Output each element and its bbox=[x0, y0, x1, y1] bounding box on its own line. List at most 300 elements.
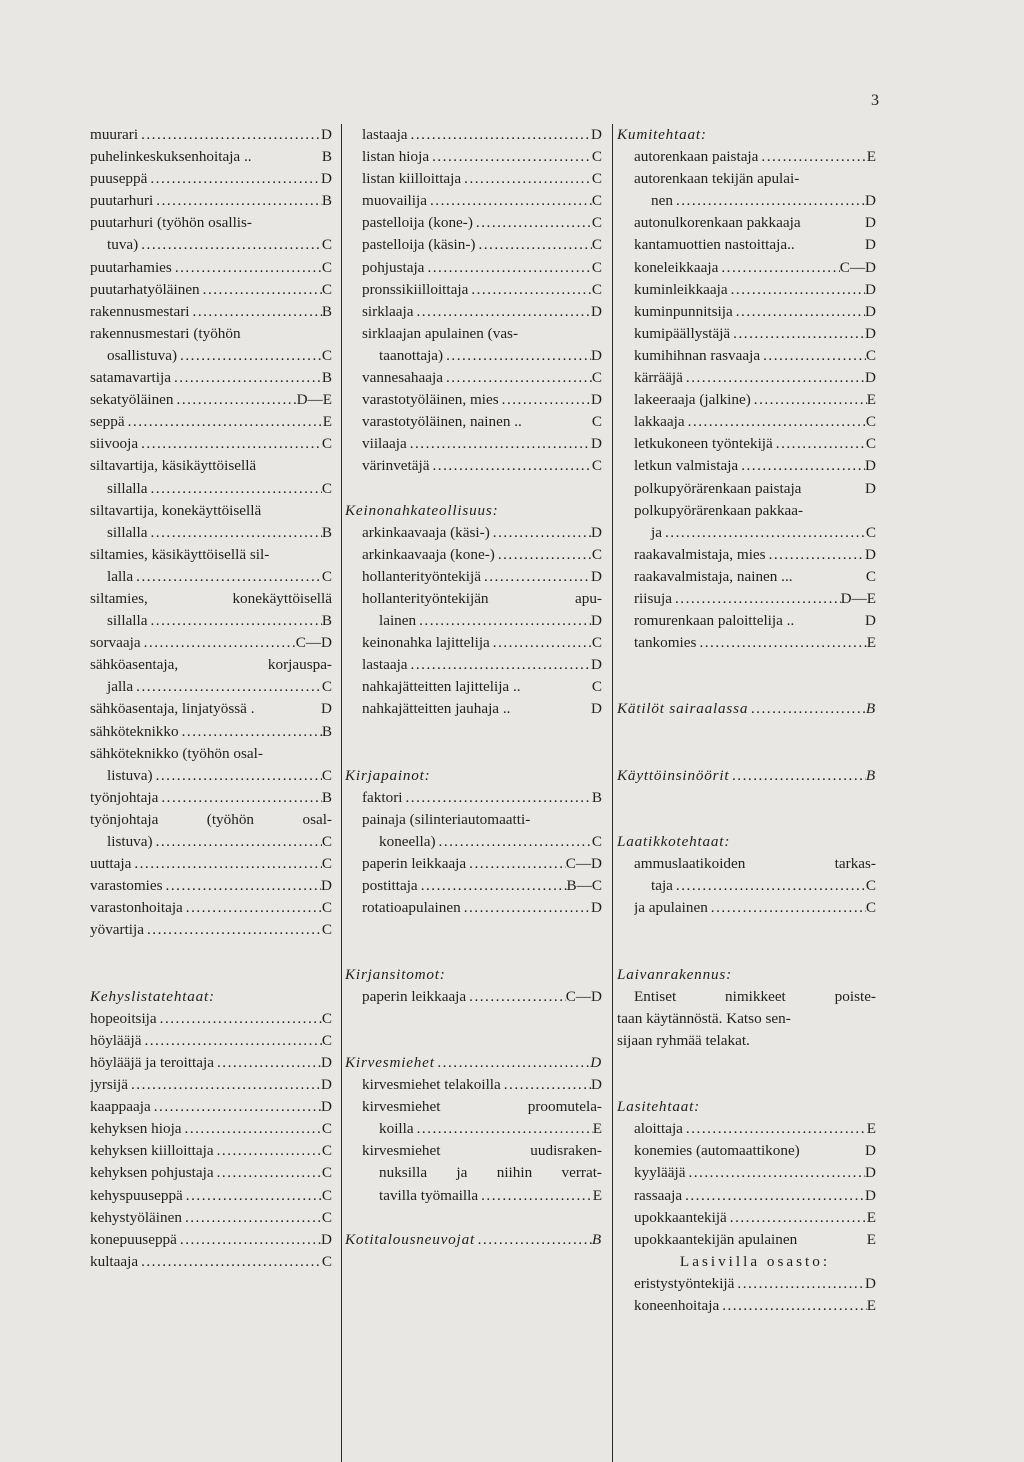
occupation-name: eristystyöntekijä bbox=[634, 1274, 735, 1292]
occupation-name: siivooja bbox=[90, 435, 139, 453]
occupation-name bbox=[362, 588, 602, 610]
list-item bbox=[362, 1074, 602, 1096]
pay-class-code: D bbox=[865, 1186, 876, 1204]
list-item bbox=[634, 1118, 876, 1140]
occupation-name: varastonhoitaja bbox=[90, 899, 183, 917]
occupation-name: romurenkaan paloittelija .. bbox=[634, 612, 795, 630]
word: niihin bbox=[496, 1164, 533, 1182]
occupation-name: kyylääjä bbox=[634, 1164, 686, 1182]
dot-leader bbox=[475, 234, 591, 256]
list-item bbox=[634, 234, 876, 256]
spacer bbox=[90, 964, 332, 986]
list-item bbox=[90, 1118, 332, 1140]
pay-class-code: D bbox=[590, 1053, 602, 1071]
list-item bbox=[634, 478, 876, 500]
list-item bbox=[362, 279, 602, 301]
leader-space bbox=[510, 698, 591, 720]
occupation-name: vannesahaaja bbox=[362, 369, 443, 387]
section-heading-text: Lasitehtaat: bbox=[617, 1098, 701, 1116]
pay-class-code: D bbox=[865, 545, 876, 563]
occupation-name: osallistuva) bbox=[107, 346, 178, 364]
leader-space bbox=[793, 566, 866, 588]
list-item bbox=[362, 257, 602, 279]
pay-class-code: D bbox=[865, 236, 876, 254]
occupation-name: listan kiilloittaja bbox=[362, 170, 462, 188]
pay-class-code: D bbox=[865, 302, 876, 320]
column-2 bbox=[345, 124, 602, 1251]
dot-leader bbox=[148, 522, 322, 544]
list-item bbox=[634, 1273, 876, 1295]
dot-leader bbox=[727, 1207, 867, 1229]
section-heading bbox=[345, 1229, 602, 1251]
pay-class-code: D—E bbox=[840, 589, 876, 607]
list-item bbox=[634, 1185, 876, 1207]
list-item bbox=[362, 654, 602, 676]
list-item bbox=[362, 301, 602, 323]
list-item bbox=[90, 168, 332, 190]
dot-leader bbox=[214, 1140, 322, 1162]
occupation-name: hollanterityöntekijä bbox=[362, 567, 481, 585]
spacer bbox=[362, 1207, 602, 1229]
section-heading-text: Käyttöinsinöörit bbox=[617, 766, 730, 784]
leader-space bbox=[255, 698, 322, 720]
occupation-name bbox=[90, 809, 332, 831]
pay-class-code: C bbox=[591, 148, 602, 166]
column-1 bbox=[90, 124, 332, 1273]
pay-class-code: D bbox=[865, 1142, 876, 1160]
pay-class-code: D bbox=[865, 1274, 876, 1292]
spacer bbox=[634, 1074, 876, 1096]
occupation-name: konepuuseppä bbox=[90, 1230, 177, 1248]
occupation-name: nen bbox=[651, 192, 673, 210]
pay-class-code: C bbox=[591, 214, 602, 232]
list-item bbox=[634, 367, 876, 389]
dot-leader bbox=[157, 1008, 322, 1030]
dot-leader bbox=[683, 367, 865, 389]
occupation-name: paperin leikkaaja bbox=[362, 987, 467, 1005]
list-item bbox=[362, 787, 602, 809]
list-item bbox=[362, 212, 602, 234]
list-item bbox=[90, 345, 332, 367]
occupation-name: lastaaja bbox=[362, 656, 408, 674]
dot-leader bbox=[424, 257, 591, 279]
list-item bbox=[634, 1229, 876, 1251]
occupation-name: kärrääjä bbox=[634, 369, 683, 387]
occupation-name bbox=[634, 853, 876, 875]
dot-leader bbox=[183, 897, 322, 919]
occupation-name: koneenhoitaja bbox=[634, 1296, 720, 1314]
occupation-name: lalla bbox=[107, 567, 134, 585]
spacer bbox=[362, 919, 602, 941]
dot-leader bbox=[427, 190, 592, 212]
occupation-name: puutarhuri (työhön osallis- bbox=[90, 214, 252, 232]
dot-leader bbox=[177, 345, 322, 367]
dot-leader bbox=[719, 1295, 867, 1317]
list-item bbox=[362, 234, 602, 256]
list-item bbox=[362, 1140, 602, 1162]
word: kirvesmiehet bbox=[362, 1098, 441, 1116]
occupation-name: sirklaaja bbox=[362, 302, 414, 320]
pay-class-code: C bbox=[321, 258, 332, 276]
list-item bbox=[90, 1162, 332, 1184]
list-item bbox=[362, 389, 602, 411]
pay-class-code: E bbox=[866, 148, 876, 166]
occupation-name: ja apulainen bbox=[634, 899, 708, 917]
dot-leader bbox=[734, 1273, 865, 1295]
pay-class-code: C bbox=[321, 766, 332, 784]
list-item bbox=[634, 1207, 876, 1229]
list-item bbox=[362, 190, 602, 212]
dot-leader bbox=[696, 632, 866, 654]
list-item bbox=[362, 986, 602, 1008]
pay-class-code: D bbox=[321, 1076, 332, 1094]
list-item bbox=[362, 1118, 602, 1140]
list-item bbox=[634, 279, 876, 301]
page-number: 3 bbox=[871, 92, 879, 109]
dot-leader bbox=[214, 1162, 322, 1184]
occupation-name: autorenkaan paistaja bbox=[634, 148, 759, 166]
pay-class-code: B—C bbox=[566, 877, 602, 895]
section-heading bbox=[617, 964, 876, 986]
occupation-name: rotatioapulainen bbox=[362, 899, 461, 917]
word: työnjohtaja bbox=[90, 810, 159, 828]
pay-class-code: C bbox=[865, 346, 876, 364]
dot-leader bbox=[408, 124, 591, 146]
pay-class-code: C bbox=[321, 1009, 332, 1027]
list-item bbox=[362, 897, 602, 919]
occupation-name: taanottaja) bbox=[379, 346, 444, 364]
list-item bbox=[634, 146, 876, 168]
dot-leader bbox=[473, 212, 592, 234]
section-heading bbox=[617, 698, 876, 720]
occupation-name: kumipäällystäjä bbox=[634, 324, 731, 342]
list-item bbox=[634, 301, 876, 323]
dot-leader bbox=[174, 389, 297, 411]
occupation-name: raakavalmistaja, mies bbox=[634, 545, 766, 563]
section-heading-text: Kehyslistatehtaat: bbox=[90, 987, 215, 1005]
occupation-name: postittaja bbox=[362, 877, 418, 895]
list-item bbox=[90, 809, 332, 831]
occupation-name: pastelloija (käsin-) bbox=[362, 236, 476, 254]
dot-leader bbox=[177, 1229, 321, 1251]
leader-space bbox=[521, 676, 592, 698]
occupation-name: siltavartija, käsikäyttöisellä bbox=[90, 457, 257, 475]
spacer bbox=[634, 676, 876, 698]
dot-leader bbox=[138, 433, 322, 455]
pay-class-code: C bbox=[321, 921, 332, 939]
pay-class-code: C bbox=[591, 678, 602, 696]
spacer bbox=[634, 654, 876, 676]
dot-leader bbox=[138, 124, 321, 146]
list-item bbox=[90, 698, 332, 720]
section-heading-text: Laivanrakennus: bbox=[617, 965, 732, 983]
dot-leader bbox=[751, 389, 867, 411]
list-item bbox=[634, 323, 876, 345]
list-item bbox=[90, 1207, 332, 1229]
occupation-name: pohjustaja bbox=[362, 258, 425, 276]
pay-class-code: D bbox=[591, 700, 602, 718]
spacer bbox=[362, 1030, 602, 1052]
occupation-name bbox=[90, 654, 332, 676]
section-heading-text: Kätilöt sairaalassa bbox=[617, 700, 749, 718]
pay-class-code: D bbox=[591, 1076, 602, 1094]
dot-leader bbox=[683, 1118, 867, 1140]
occupation-name: tuva) bbox=[107, 236, 139, 254]
occupation-name: keinonahka lajittelija bbox=[362, 634, 490, 652]
pay-class-code: D bbox=[591, 435, 602, 453]
occupation-name: aloittaja bbox=[634, 1120, 683, 1138]
section-heading bbox=[617, 124, 876, 146]
list-item bbox=[362, 544, 602, 566]
pay-class-code: D bbox=[865, 612, 876, 630]
occupation-name: lakeeraaja (jalkine) bbox=[634, 391, 751, 409]
list-item bbox=[362, 610, 602, 632]
pay-class-code: D bbox=[865, 324, 876, 342]
dot-leader bbox=[214, 1052, 321, 1074]
list-item bbox=[90, 500, 332, 522]
pay-class-code: C bbox=[321, 1208, 332, 1226]
occupation-name: upokkaantekijän apulainen bbox=[634, 1230, 798, 1248]
occupation-name: letkukoneen työntekijä bbox=[634, 435, 773, 453]
occupation-name: työnjohtaja bbox=[90, 788, 159, 806]
pay-class-code: C—D bbox=[295, 634, 332, 652]
word: hollanterityöntekijän bbox=[362, 589, 489, 607]
dot-leader bbox=[435, 1052, 590, 1074]
occupation-name: koilla bbox=[379, 1120, 414, 1138]
dot-leader bbox=[138, 234, 322, 256]
occupation-name: kehyksen kiilloittaja bbox=[90, 1142, 214, 1160]
list-item bbox=[362, 809, 602, 831]
pay-class-code: B bbox=[321, 302, 332, 320]
list-item bbox=[362, 411, 602, 433]
pay-class-code: C bbox=[591, 369, 602, 387]
pay-class-code: C bbox=[321, 236, 332, 254]
list-item bbox=[634, 588, 876, 610]
dot-leader bbox=[131, 853, 322, 875]
list-item bbox=[90, 1140, 332, 1162]
pay-class-code: D bbox=[865, 457, 876, 475]
occupation-name bbox=[90, 588, 332, 610]
list-item bbox=[90, 1229, 332, 1251]
dot-leader bbox=[468, 279, 592, 301]
list-item bbox=[90, 721, 332, 743]
pay-class-code: C bbox=[865, 877, 876, 895]
list-item bbox=[362, 124, 602, 146]
list-item bbox=[90, 632, 332, 654]
dot-leader bbox=[685, 411, 866, 433]
list-item bbox=[634, 875, 876, 897]
word: ammuslaatikoiden bbox=[634, 855, 746, 873]
list-item bbox=[90, 1008, 332, 1030]
dot-leader bbox=[718, 257, 839, 279]
pay-class-code: D bbox=[865, 479, 876, 497]
dot-leader bbox=[190, 301, 322, 323]
spacer bbox=[362, 743, 602, 765]
section-heading bbox=[345, 765, 602, 787]
occupation-name: ja bbox=[651, 523, 662, 541]
spacer bbox=[634, 1052, 876, 1074]
spacer bbox=[634, 809, 876, 831]
pay-class-code: E bbox=[866, 1208, 876, 1226]
list-item bbox=[90, 301, 332, 323]
occupation-name: lakkaaja bbox=[634, 413, 685, 431]
pay-class-code: E bbox=[866, 634, 876, 652]
list-item bbox=[634, 986, 876, 1008]
occupation-name: jalla bbox=[107, 678, 134, 696]
spacer bbox=[362, 721, 602, 743]
list-item bbox=[90, 323, 332, 345]
list-item bbox=[634, 853, 876, 875]
dot-leader bbox=[402, 787, 591, 809]
occupation-name: puuseppä bbox=[90, 170, 148, 188]
word: (työhön bbox=[206, 810, 255, 828]
pay-class-code: C bbox=[865, 435, 876, 453]
pay-class-code: C—D bbox=[565, 987, 602, 1005]
dot-leader bbox=[729, 765, 866, 787]
list-item bbox=[634, 522, 876, 544]
occupation-name: kuminleikkaaja bbox=[634, 280, 728, 298]
pay-class-code: B bbox=[321, 369, 332, 387]
pay-class-code: B bbox=[865, 700, 876, 718]
occupation-name: varastotyöläinen, nainen .. bbox=[362, 413, 522, 431]
occupation-name: lastaaja bbox=[362, 126, 408, 143]
occupation-name: painaja (silinteriautomaatti- bbox=[362, 810, 531, 828]
occupation-name: taja bbox=[651, 877, 673, 895]
occupation-name: kultaaja bbox=[90, 1252, 139, 1270]
dot-leader bbox=[151, 1096, 321, 1118]
occupation-name: siltavartija, konekäyttöisellä bbox=[90, 501, 262, 519]
pay-class-code: C bbox=[591, 170, 602, 188]
list-item bbox=[362, 522, 602, 544]
dot-leader bbox=[407, 433, 591, 455]
list-item bbox=[90, 212, 332, 234]
pay-class-code: E bbox=[866, 391, 876, 409]
pay-class-code: C bbox=[591, 545, 602, 563]
pay-class-code: C bbox=[321, 346, 332, 364]
dot-leader bbox=[429, 455, 591, 477]
list-item bbox=[634, 190, 876, 212]
dot-leader bbox=[461, 168, 592, 190]
word: konekäyttöisellä bbox=[232, 589, 332, 607]
occupation-name: puutarhuri bbox=[90, 192, 154, 210]
dot-leader bbox=[141, 632, 296, 654]
word: uudisraken- bbox=[530, 1142, 602, 1160]
occupation-name: sähköteknikko bbox=[90, 722, 179, 740]
pay-class-code: E bbox=[866, 1230, 876, 1248]
occupation-name: kaappaaja bbox=[90, 1098, 151, 1116]
pay-class-code: E bbox=[592, 1186, 602, 1204]
dot-leader bbox=[147, 168, 321, 190]
occupation-name: viilaaja bbox=[362, 435, 407, 453]
list-item bbox=[90, 411, 332, 433]
occupation-name: sijaan ryhmää telakat. bbox=[617, 1031, 750, 1049]
pay-class-code: C bbox=[321, 855, 332, 873]
pay-class-code: C bbox=[591, 413, 602, 431]
occupation-name: värinvetäjä bbox=[362, 457, 430, 475]
column-divider bbox=[612, 124, 613, 1462]
dot-leader bbox=[673, 190, 865, 212]
word: verrat- bbox=[561, 1164, 602, 1182]
occupation-name: varastotyöläinen, mies bbox=[362, 391, 499, 409]
list-item bbox=[362, 323, 602, 345]
dot-leader bbox=[748, 698, 866, 720]
pay-class-code: D bbox=[591, 302, 602, 320]
pay-class-code: C bbox=[321, 1186, 332, 1204]
list-item bbox=[634, 1140, 876, 1162]
occupation-name: rakennusmestari (työhön bbox=[90, 324, 241, 342]
occupation-name: listan hioja bbox=[362, 148, 430, 166]
pay-class-code: C bbox=[591, 634, 602, 652]
pay-class-code: D bbox=[321, 1230, 332, 1248]
dot-leader bbox=[499, 389, 591, 411]
dot-leader bbox=[153, 765, 322, 787]
list-item bbox=[634, 632, 876, 654]
section-heading-text: Kirjansitomot: bbox=[345, 965, 446, 983]
occupation-name: nahkajätteitten lajittelija .. bbox=[362, 678, 521, 696]
word: korjauspa- bbox=[267, 656, 332, 674]
dot-leader bbox=[148, 610, 322, 632]
occupation-name: hopeoitsija bbox=[90, 1009, 157, 1027]
pay-class-code: C bbox=[321, 567, 332, 585]
occupation-name: upokkaantekijä bbox=[634, 1208, 727, 1226]
dot-leader bbox=[738, 455, 865, 477]
list-item bbox=[90, 124, 332, 146]
section-heading bbox=[617, 1096, 876, 1118]
leader-space bbox=[522, 411, 592, 433]
list-item bbox=[362, 588, 602, 610]
spacer bbox=[634, 941, 876, 963]
occupation-name: höylääjä bbox=[90, 1031, 142, 1049]
occupation-name: sirklaajan apulainen (vas- bbox=[362, 324, 519, 342]
list-item bbox=[90, 919, 332, 941]
pay-class-code: C bbox=[865, 567, 876, 585]
dot-leader bbox=[429, 146, 592, 168]
list-item bbox=[362, 698, 602, 720]
leader-space bbox=[801, 212, 865, 234]
list-item bbox=[90, 279, 332, 301]
dot-leader bbox=[153, 831, 322, 853]
word: siltamies, bbox=[90, 589, 148, 607]
leader-space bbox=[794, 610, 865, 632]
occupation-name: riisuja bbox=[634, 589, 672, 607]
dot-leader bbox=[128, 1074, 321, 1096]
list-item bbox=[90, 1052, 332, 1074]
dot-leader bbox=[490, 632, 592, 654]
dot-leader bbox=[758, 146, 866, 168]
occupation-name: autorenkaan tekijän apulai- bbox=[634, 170, 800, 188]
pay-class-code: C bbox=[591, 457, 602, 475]
pay-class-code: D bbox=[321, 877, 332, 895]
dot-leader bbox=[760, 345, 866, 367]
list-item bbox=[634, 544, 876, 566]
pay-class-code: C bbox=[321, 678, 332, 696]
list-item bbox=[90, 676, 332, 698]
pay-class-code: C bbox=[321, 1120, 332, 1138]
occupation-name: Lasivilla osasto: bbox=[679, 1252, 831, 1270]
list-item bbox=[362, 831, 602, 853]
list-item bbox=[617, 1008, 876, 1030]
list-item bbox=[362, 566, 602, 588]
section-heading bbox=[617, 831, 876, 853]
list-item bbox=[362, 168, 602, 190]
dot-leader bbox=[418, 875, 567, 897]
occupation-name bbox=[362, 1096, 602, 1118]
pay-class-code: C—D bbox=[565, 855, 602, 873]
word: poiste- bbox=[834, 987, 876, 1005]
pay-class-code: D bbox=[591, 523, 602, 541]
list-item bbox=[362, 1162, 602, 1184]
dot-leader bbox=[182, 1207, 322, 1229]
